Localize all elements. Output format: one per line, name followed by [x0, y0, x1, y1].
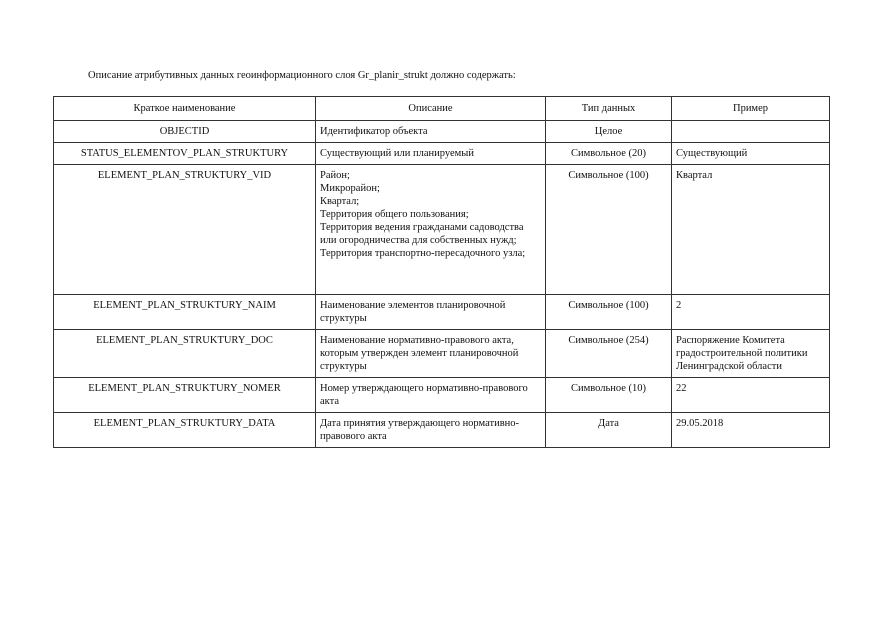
header-data-type: Тип данных: [546, 97, 672, 121]
table-row: [54, 143, 830, 165]
table-row: [54, 413, 830, 448]
cell-description: [316, 165, 546, 295]
cell-data-type: Дата: [546, 413, 672, 448]
header-name: Краткое наименование: [54, 97, 316, 121]
cell-description: Существующий или планируемый: [316, 143, 546, 165]
cell-description: Дата принятия утверждающего нормативно-правового акта: [316, 413, 546, 448]
description-line: Микрорайон;: [320, 183, 380, 194]
cell-example: 22: [672, 378, 830, 413]
cell-data-type: Символьное (10): [546, 378, 672, 413]
cell-example: 2: [672, 295, 830, 330]
cell-data-type: Целое: [546, 121, 672, 143]
cell-example: Существующий: [672, 143, 830, 165]
cell-description: Наименование элементов планировочной структуры: [316, 295, 546, 330]
attributes-table: [53, 96, 830, 448]
cell-name: ELEMENT_PLAN_STRUKTURY_DOC: [54, 330, 316, 378]
table-row: [54, 165, 830, 295]
cell-data-type: Символьное (254): [546, 330, 672, 378]
cell-name: ELEMENT_PLAN_STRUKTURY_NOMER: [54, 378, 316, 413]
table-row: [54, 330, 830, 378]
cell-example: 29.05.2018: [672, 413, 830, 448]
table-row: [54, 378, 830, 413]
cell-data-type: Символьное (100): [546, 295, 672, 330]
cell-description: Наименование нормативно-правового акта, которым утвержден элемент планировочной структуры: [316, 330, 546, 378]
cell-name: ELEMENT_PLAN_STRUKTURY_DATA: [54, 413, 316, 448]
cell-name: ELEMENT_PLAN_STRUKTURY_VID: [54, 165, 316, 295]
table-row: [54, 295, 830, 330]
description-line: Квартал;: [320, 196, 360, 207]
cell-name: ELEMENT_PLAN_STRUKTURY_NAIM: [54, 295, 316, 330]
cell-example: [672, 121, 830, 143]
intro-text: Описание атрибутивных данных геоинформационного слоя Gr_planir_strukt должно содержать:: [88, 70, 516, 81]
description-line: Район;: [320, 170, 350, 181]
cell-example: Квартал: [672, 165, 830, 295]
table-header-row: [54, 97, 830, 121]
cell-description: Номер утверждающего нормативно-правового акта: [316, 378, 546, 413]
cell-description: Идентификатор объекта: [316, 121, 546, 143]
cell-data-type: Символьное (100): [546, 165, 672, 295]
header-example: Пример: [672, 97, 830, 121]
header-description: Описание: [316, 97, 546, 121]
table-row: [54, 121, 830, 143]
description-line: Территория общего пользования;: [320, 209, 469, 220]
cell-example: Распоряжение Комитета градостроительной политики Ленинградской области: [672, 330, 830, 378]
description-line: Территория ведения гражданами садоводства или огородничества для собственных нужд; Территория транспортно-пересадочного узла;: [320, 222, 526, 259]
cell-name: STATUS_ELEMENTOV_PLAN_STRUKTURY: [54, 143, 316, 165]
cell-name: OBJECTID: [54, 121, 316, 143]
cell-data-type: Символьное (20): [546, 143, 672, 165]
